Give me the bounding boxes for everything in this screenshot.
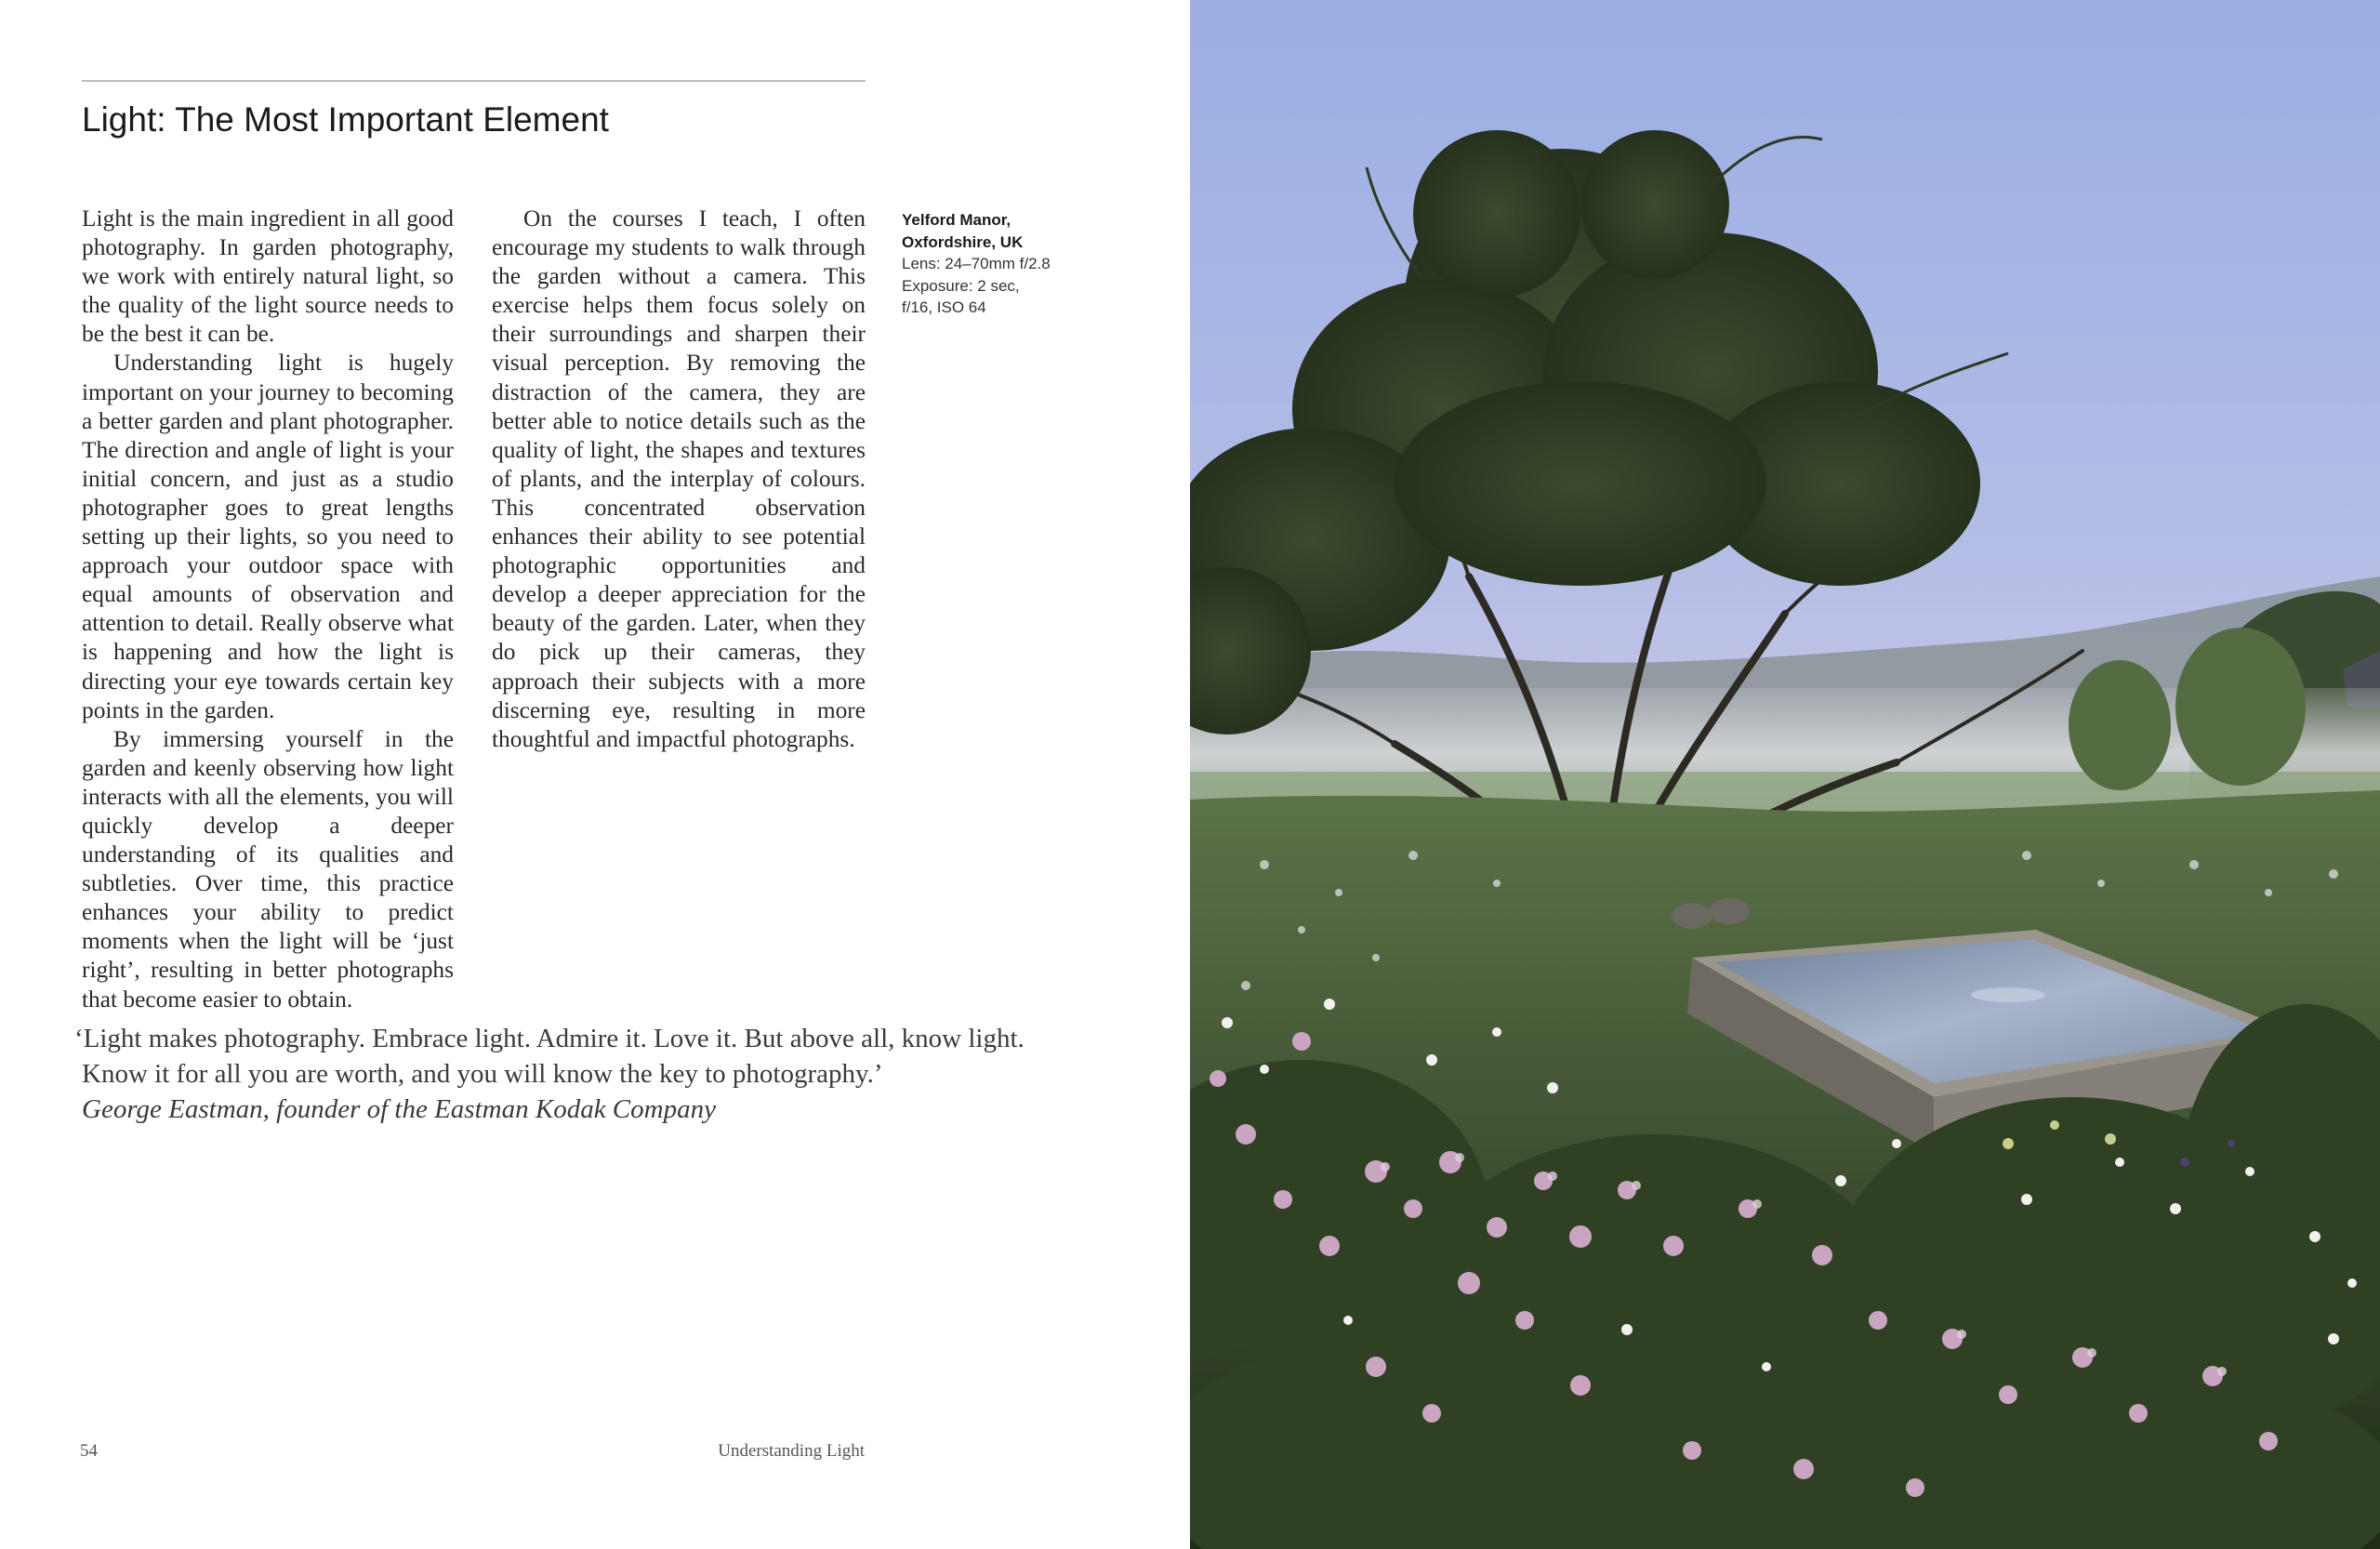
body-column-1 bbox=[82, 205, 454, 1014]
page-title: Light: The Most Important Element bbox=[82, 100, 609, 139]
caption-lens: Lens: 24–70mm f/2.8 bbox=[902, 255, 1051, 272]
quote-line: ‘Light makes photography. Embrace light. Admire it. Love it. But above all, know light. bbox=[74, 1024, 1025, 1053]
caption-place-line: Oxfordshire, UK bbox=[902, 232, 1024, 251]
paragraph: Light is the main ingredient in all good photography. In garden photography, we work with entirely natural light, so the quality of the light source needs to be the best it can be. bbox=[82, 205, 454, 348]
garden-photo-illustration bbox=[1190, 0, 2380, 1549]
garden-photo bbox=[1190, 0, 2380, 1549]
page-number: 54 bbox=[80, 1441, 98, 1461]
photo-caption bbox=[902, 209, 1088, 319]
quote-attribution: George Eastman, founder of the Eastman Kodak Company bbox=[82, 1094, 716, 1124]
running-head: Understanding Light bbox=[718, 1441, 865, 1461]
header-rule bbox=[82, 80, 866, 82]
caption-exposure: f/16, ISO 64 bbox=[902, 298, 986, 316]
pull-quote bbox=[74, 1021, 1097, 1127]
body-column-2 bbox=[492, 205, 866, 754]
paragraph: Understanding light is hugely important on your journey to becoming a better garden and plant photographer. The direction and angle of light is your initial concern, and just as a studio photographer goes to great lengths setting up their lights, so you need to approach your outdoor space with equal amounts of observation and attention to detail. Really observe what is happening and how the light is directing your eye towards certain key points in the garden. bbox=[82, 350, 454, 723]
quote-line: Know it for all you are worth, and you will know the key to photography.’ bbox=[82, 1059, 883, 1089]
paragraph: By immersing yourself in the garden and keenly observing how light interacts with all the elements, you will quickly develop a deeper understanding of its qualities and subtleties. Over time, this practice enhances your ability to predict moments when the light will be ‘just right’, resulting in better photographs that become easier to obtain. bbox=[82, 725, 454, 1013]
caption-place-line: Yelford Manor, bbox=[902, 211, 1012, 229]
paragraph: On the courses I teach, I often encourage my students to walk through the garden without a camera. This exercise helps them focus solely on their surroundings and sharpen their visual perception. By removing the distraction of the camera, they are better able to notice details such as the quality of light, the shapes and textures of plants, and the interplay of colours. This concentrated observation enhances their ability to see potential photographic opportunities and develop a deeper appreciation for the beauty of the garden. Later, when they do pick up their cameras, they approach their subjects with a more discerning eye, resulting in more thoughtful and impactful photographs. bbox=[492, 205, 866, 752]
caption-exposure: Exposure: 2 sec, bbox=[902, 276, 1020, 295]
